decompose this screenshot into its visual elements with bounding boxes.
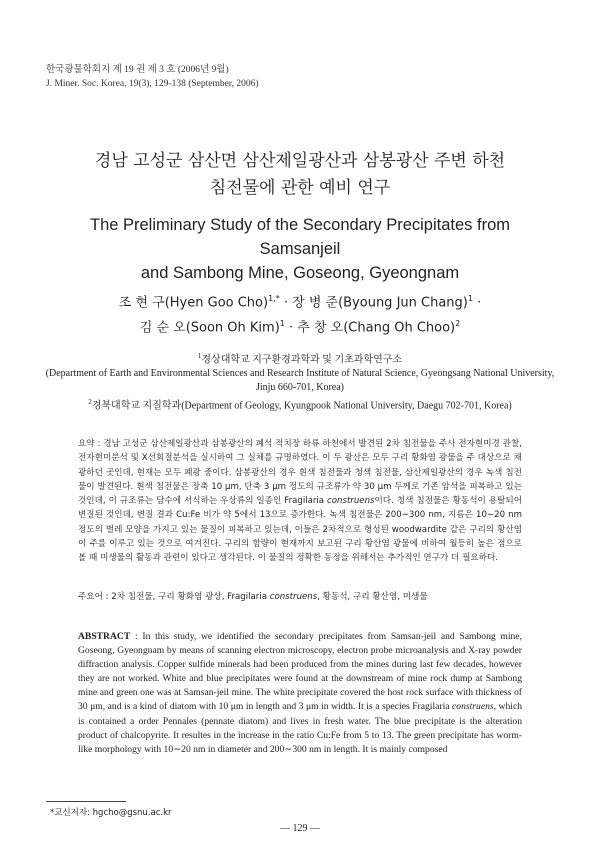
title-korean: [60, 148, 540, 202]
abstract-korean-label: 요약 :: [78, 439, 104, 449]
affiliation-2: $^2$경북대학교 지질학과(Department of Geology, Kyungpook National University, Daegu 702-701, Korea): [88, 398, 512, 412]
author-kim: 김 순 오(Soon Oh Kim): [139, 320, 280, 336]
author-separator: ·: [472, 295, 482, 311]
species-name: construens: [327, 496, 375, 507]
author-choo-affiliation: 2: [455, 319, 461, 329]
title-korean-line-2: 침전물에 관한 예비 연구: [209, 178, 391, 198]
abstract-english: ABSTRACT : In this study, we identified the secondary precipitates from Samsan-jeil and Sambong mine, Goseong, Gyeongnam by means of scanning electron microscopy, electron probe microanalysis and X-ray powder diffraction analysis. Copper sulfide minerals had been produced from the mines during last few decades, however they are not worked. White and blue precipitates were found at the downstream of mine rock dump at Sambong mine and green one was at Samsan-jeil mine. The white precipitate covered the host rock surface with thickness of 30 μm, and is a kind of diatom with 10 μm in length and 3 μm in width. It is a species Fragilaria construens, which is contained a order Pennales (pennate diatom) and lives in fresh water. The blue precipitate is the alteration product of chalcopyrite. It resultes in the increase in the ratio Cu:Fe from 5 to 13. The green precipitate has worm-like morphology with 10∼20 nm in diameter and 200∼300 nm in length. It is mainly composed: [78, 631, 522, 755]
keywords-label: 주요어 :: [78, 592, 112, 602]
affiliation-1-korean: $^1$경상대학교 지구환경과학과 및 기초과학연구소: [197, 352, 403, 366]
author-choo: 추 창 오(Chang Oh Choo): [297, 320, 456, 336]
affiliations: [40, 349, 560, 414]
author-line-1: [60, 288, 540, 313]
species-name: construens: [452, 701, 494, 713]
keywords-korean: 주요어 : 2차 침전물, 구리 황화염 광상, Fragilaria construens, 황동석, 구리 황산염, 미생물: [78, 592, 428, 602]
author-separator: ·: [284, 320, 298, 336]
footnote-divider: [46, 801, 126, 802]
author-list: [60, 288, 540, 339]
author-chang: 장 병 준(Byoung Jun Chang): [292, 295, 468, 311]
species-name: construens: [269, 592, 318, 602]
author-cho-affiliation: 1,*: [268, 294, 280, 303]
author-kim-affiliation: 1: [279, 319, 285, 329]
journal-header: [46, 63, 259, 91]
abstract-english-label: ABSTRACT: [78, 631, 131, 642]
affiliation-1-english: (Department of Earth and Environmental Sciences and Research Institute of Natural Science, Gyeongsang National University, Jinju 660-701, Korea): [45, 368, 555, 394]
author-cho: 조 현 구(Hyen Goo Cho): [118, 295, 269, 311]
author-line-2: [60, 313, 540, 338]
page-number: — 129 —: [280, 823, 320, 834]
title-korean-line-1: 경남 고성군 삼산면 삼산제일광산과 삼봉광산 주변 하천: [94, 151, 506, 171]
corresponding-author-footnote: *교신저자: hgcho@gsnu.ac.kr: [50, 808, 172, 818]
title-english-line-2: and Sambong Mine, Goseong, Gyeongnam: [140, 264, 460, 282]
journal-line-korean: 한국광물학회지 제 19 권 제 3 호 (2006년 9월): [46, 65, 229, 75]
author-chang-affiliation: 1: [467, 294, 473, 303]
journal-line-english: J. Miner. Soc. Korea, 19(3), 129-138 (September, 2006): [46, 79, 259, 89]
title-english-line-1: The Preliminary Study of the Secondary Precipitates from Samsanjeil: [89, 216, 511, 258]
author-separator: ·: [279, 295, 293, 311]
title-english: [50, 213, 550, 285]
abstract-korean: 요약 : 경남 고성군 삼산제일광산과 삼봉광산의 폐석 적치장 하류 하천에서 발견된 2차 침전물을 주사 전자현미경 관찰, 전자현미분석 및 X선회절분석을 실시하여 그 실체를 규명하였다. 이 두 광산은 모두 구리 황화염 광물을 주 대상으로 채광하던 곳인데, 현재는 모두 폐광 중이다. 삼봉광산의 경우 흰색 침전물과 청색 침전물, 삼산제일광산의 경우 녹색 침전물이 발견된다. 흰색 침전물은 장축 10 μm, 단축 3 μm 정도의 규조류가 약 30 μm 두께로 기존 암석을 피복하고 있는 것인데, 이 규조류는 담수에 서식하는 우상류의 일종인 Fragilaria construens이다. 청색 침전물은 황동석이 용탈되어 변질된 것인데, 변질 결과 Cu:Fe 비가 약 5에서 13으로 증가한다. 녹색 침전물은 200∼300 nm, 지름은 10∼20 nm 정도의 벌레 모양을 가지고 있는 물질이 피복하고 있는데, 이들은 2차적으로 형성된 woodwardite 같은 구리의 황산염이 주를 이루고 있는 것으로 여겨진다. 구리의 함량이 현재까지 보고된 구리 황산염 광물에 비하여 월등히 높은 점으로 볼 때 미생물의 활동과 관련이 있다고 생각된다. 이 물질의 정확한 동정을 위해서는 추가적인 연구가 더 필요하다.: [78, 439, 522, 564]
